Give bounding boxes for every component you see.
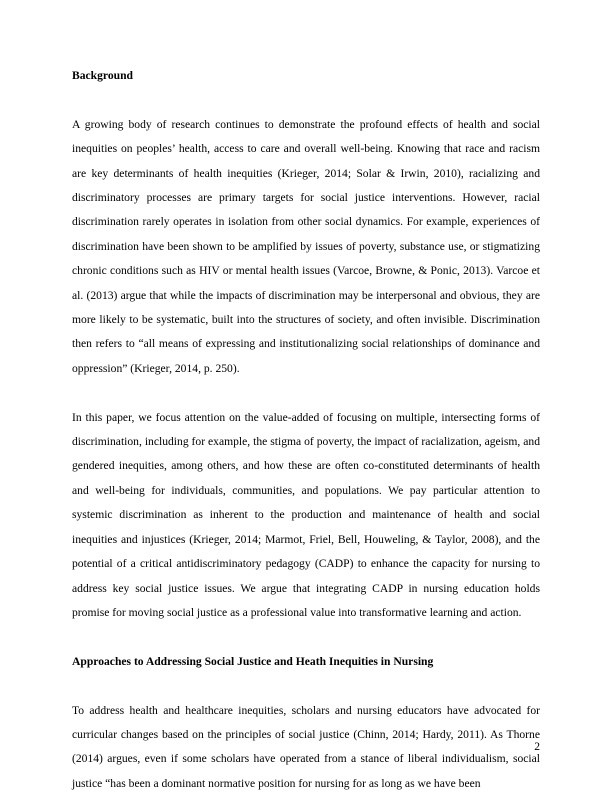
page-number: 2 xyxy=(534,740,540,754)
paragraph-background-1: A growing body of research continues to demonstrate the profound effects of health and social inequities on peoples’ health, access to care and overall well-being. Knowing that race and racism are key determinants of health inequities (Krieger, 2014; Solar & Irwin, 2010), racializing and discriminatory processes are primary targets for social justice interventions. However, racial discrimination rarely operates in isolation from other social dynamics. For example, experiences of discrimination have been shown to be amplified by issues of poverty, substance use, or stigmatizing chronic conditions such as HIV or mental health issues (Varcoe, Browne, & Ponic, 2013). Varcoe et al. (2013) argue that while the impacts of discrimination may be interpersonal and obvious, they are more likely to be systematic, built into the structures of society, and often invisible. Discrimination then refers to “all means of expressing and institutionalizing social relationships of dominance and oppression” (Krieger, 2014, p. 250). xyxy=(72,113,540,381)
paragraph-approaches-1: To address health and healthcare inequities, scholars and nursing educators have advocated for curricular changes based on the principles of social justice (Chinn, 2014; Hardy, 2011). As Thorne (2014) argues, even if some scholars have operated from a stance of liberal individualism, social justice “has been a dominant normative position for nursing for as long as we have been xyxy=(72,699,540,796)
section-heading-background: Background xyxy=(72,64,540,88)
section-heading-approaches: Approaches to Addressing Social Justice and Heath Inequities in Nursing xyxy=(72,650,540,674)
paragraph-background-2: In this paper, we focus attention on the value-added of focusing on multiple, intersecting forms of discrimination, including for example, the stigma of poverty, the impact of racialization, ageism, and gendered inequities, among others, and how these are often co-constituted determinants of health and well-being for individuals, communities, and populations. We pay particular attention to systemic discrimination as inherent to the production and maintenance of health and social inequities and injustices (Krieger, 2014; Marmot, Friel, Bell, Houweling, & Taylor, 2008), and the potential of a critical antidiscriminatory pedagogy (CADP) to enhance the capacity for nursing to address key social justice issues. We argue that integrating CADP in nursing education holds promise for moving social justice as a professional value into transformative learning and action. xyxy=(72,406,540,626)
spacer xyxy=(72,625,540,649)
spacer xyxy=(72,674,540,698)
spacer xyxy=(72,88,540,112)
document-body xyxy=(72,64,540,796)
spacer xyxy=(72,381,540,405)
